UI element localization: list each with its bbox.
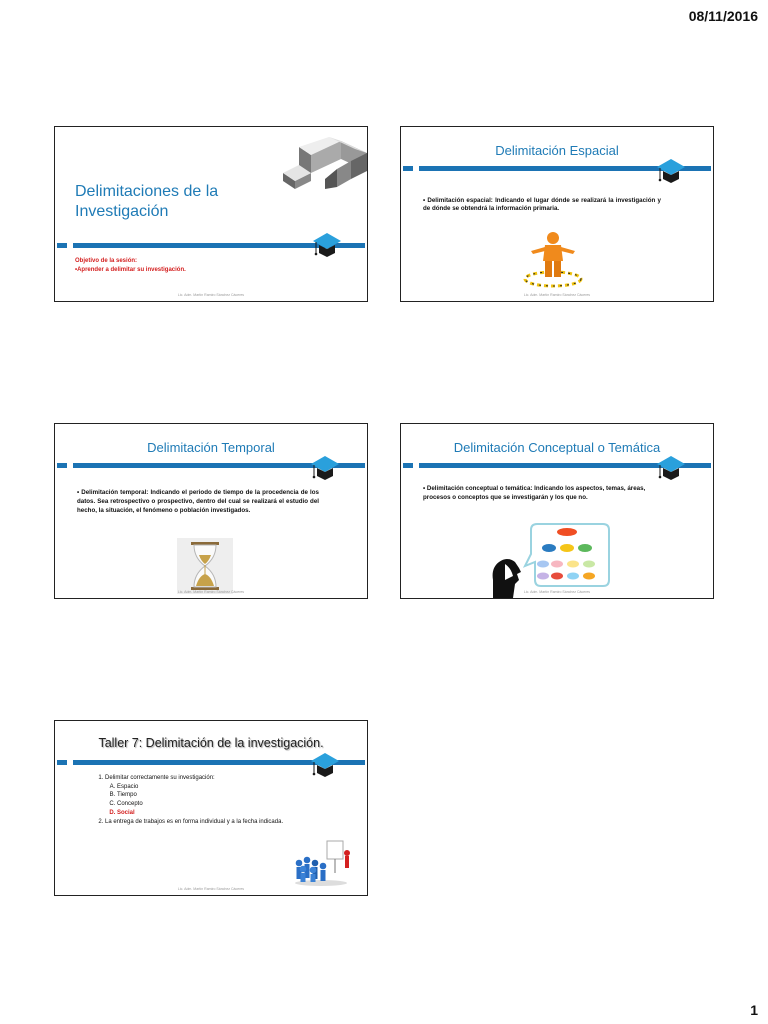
slide-title: Delimitación Temporal	[147, 440, 275, 455]
sub-item-social: D. Social	[117, 809, 311, 818]
divider-left	[57, 243, 67, 248]
task-item-1-text: Delimitar correctamente su investigación:	[105, 775, 215, 781]
slide-4	[400, 423, 714, 599]
slide-3	[54, 423, 368, 599]
hourglass-illustration	[177, 538, 233, 594]
slide-5	[54, 720, 368, 896]
slide-footer: Lic. Adm. Martín Ramiro Sánchez Cáceres	[177, 887, 245, 891]
graduation-cap-icon	[656, 157, 686, 185]
divider-left	[403, 463, 413, 468]
objective-label: Objetivo de la sesión:	[75, 258, 138, 264]
task-item-2: 2. La entrega de trabajos es en forma individual y a la fecha indicada.	[105, 818, 311, 827]
divider-left	[57, 760, 67, 765]
slide-title: Delimitación Conceptual o Temática	[453, 440, 661, 455]
team-presentation-illustration	[291, 839, 351, 887]
bullet-text: • Delimitación temporal: Indicando el periodo de tiempo de la procedencia de los datos. Sea retrospectivo o prospectivo, dentro del cual se realizará el estudio del hecho, la situación, el fenómeno o población investigados.	[77, 489, 319, 514]
slide-footer: Lic. Adm. Martín Ramiro Sánchez Cáceres	[177, 590, 245, 594]
slide-footer: Lic. Adm. Martín Ramiro Sánchez Cáceres	[177, 293, 245, 297]
sub-item-tiempo: B. Tiempo	[117, 791, 311, 800]
head-concept-map-illustration	[491, 522, 611, 598]
slide-title: Delimitación Espacial	[495, 143, 619, 158]
divider-left	[57, 463, 67, 468]
divider-left	[403, 166, 413, 171]
page-number: 1	[750, 1002, 758, 1018]
bullet-text: • Delimitación espacial: Indicando el lugar dónde se realizará la investigación y de dónde se obtendrá la información primaria.	[423, 197, 661, 212]
building-graphic	[281, 135, 368, 191]
slide-title: Taller 7: Delimitación de la investigación.	[98, 736, 324, 750]
slide-title: Delimitaciones de la Investigación	[75, 183, 219, 220]
page-date: 08/11/2016	[688, 8, 758, 24]
task-item-1	[105, 774, 311, 818]
graduation-cap-icon	[310, 751, 340, 779]
slide-footer: Lic. Adm. Martín Ramiro Sánchez Cáceres	[523, 293, 591, 297]
task-list	[91, 774, 311, 826]
objective-item: •Aprender a delimitar su investigación.	[75, 267, 186, 273]
slide-2	[400, 126, 714, 302]
sub-item-concepto: C. Concepto	[117, 800, 311, 809]
bullet-text: • Delimitación conceptual o temática: Indicando los aspectos, temas, áreas, procesos o conceptos que se investigarán y los que no.	[423, 485, 646, 501]
graduation-cap-icon	[312, 231, 342, 259]
slide-1	[54, 126, 368, 302]
graduation-cap-icon	[310, 454, 340, 482]
graduation-cap-icon	[656, 454, 686, 482]
slide-footer: Lic. Adm. Martín Ramiro Sánchez Cáceres	[523, 590, 591, 594]
person-boundary-illustration	[521, 229, 585, 289]
sub-item-espacio: A. Espacio	[117, 783, 311, 792]
